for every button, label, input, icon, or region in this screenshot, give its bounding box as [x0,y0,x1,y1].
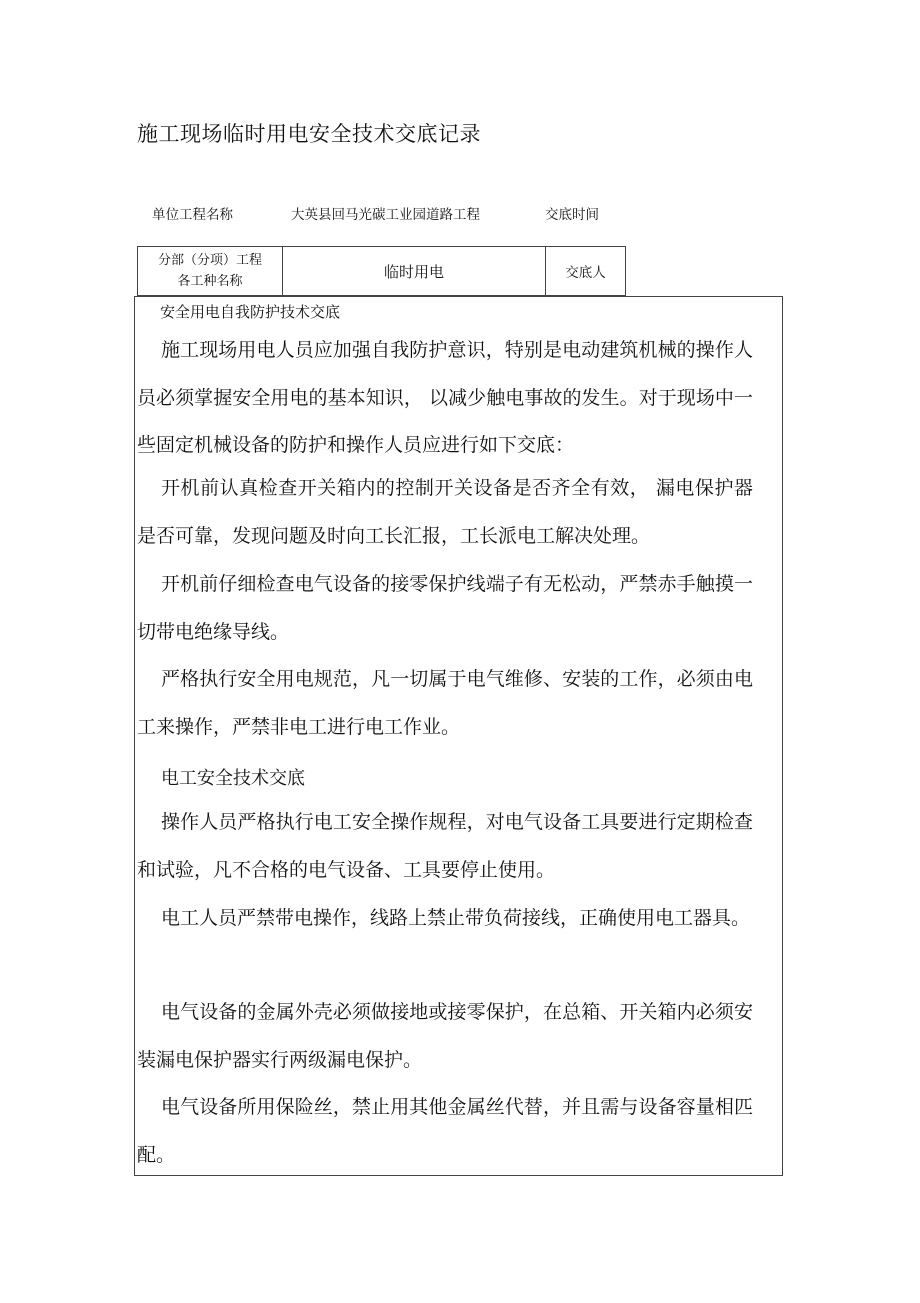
paragraph-switch-check: 开机前认真检查开关箱内的控制开关设备是否齐全有效， 漏电保护器是否可靠，发现问题及时向工长汇报，工长派电工解决处理。 [137,477,753,547]
unit-project-value: 大英县回马光碳工业园道路工程 [291,207,480,223]
paragraph-self-protection: 施工现场用电人员应加强自我防护意识，特别是电动建筑机械的操作人员必须掌握安全用电的基本知识， 以减少触电事故的发生。对于现场中一些固定机械设备的防护和操作人员应进行如下交底： [137,339,753,456]
paragraph-leakage-protection: 电气设备的金属外壳必须做接地或接零保护，在总箱、开关箱内必须安装漏电保护器实行两级漏电保护。 [137,1001,753,1071]
unit-project-label: 单位工程名称 [152,207,233,223]
handover-time-label: 交底时间 [545,207,599,223]
paragraph-safe-rules: 严格执行安全用电规范，凡一切属于电气维修、安装的工作，必须由电工来操作，严禁非电工进行电工作业。 [137,668,753,738]
paragraph-fuse: 电气设备所用保险丝，禁止用其他金属丝代替，并且需与设备容量相匹配。 [137,1096,753,1166]
handover-person-label: 交底人 [565,265,606,281]
header-table [137,246,626,296]
sub-project-value-cell [283,247,546,295]
paragraph-grounding-check: 开机前仔细检查电气设备的接零保护线端子有无松动，严禁赤手触摸一切带电绝缘导线。 [137,573,753,643]
paragraph-no-live-work: 电工人员严禁带电操作，线路上禁止带负荷接线，正确使用电工器具。 [161,907,751,929]
page-title: 施工现场临时用电安全技术交底记录 [137,122,481,146]
handover-person-cell [546,247,625,295]
sub-heading-electrician: 电工安全技术交底 [161,768,305,789]
sub-project-label-cell [138,247,283,295]
sub-project-label-line1: 分部（分项）工程 [157,253,262,268]
sub-project-label-line2: 各工种名称 [177,274,243,289]
content-box [134,296,783,1176]
content-heading: 安全用电自我防护技术交底 [160,303,341,321]
paragraph-operating-rules: 操作人员严格执行电工安全操作规程，对电气设备工具要进行定期检查和试验，凡不合格的电气设备、工具要停止使用。 [137,811,753,881]
sub-project-value: 临时用电 [383,262,444,281]
